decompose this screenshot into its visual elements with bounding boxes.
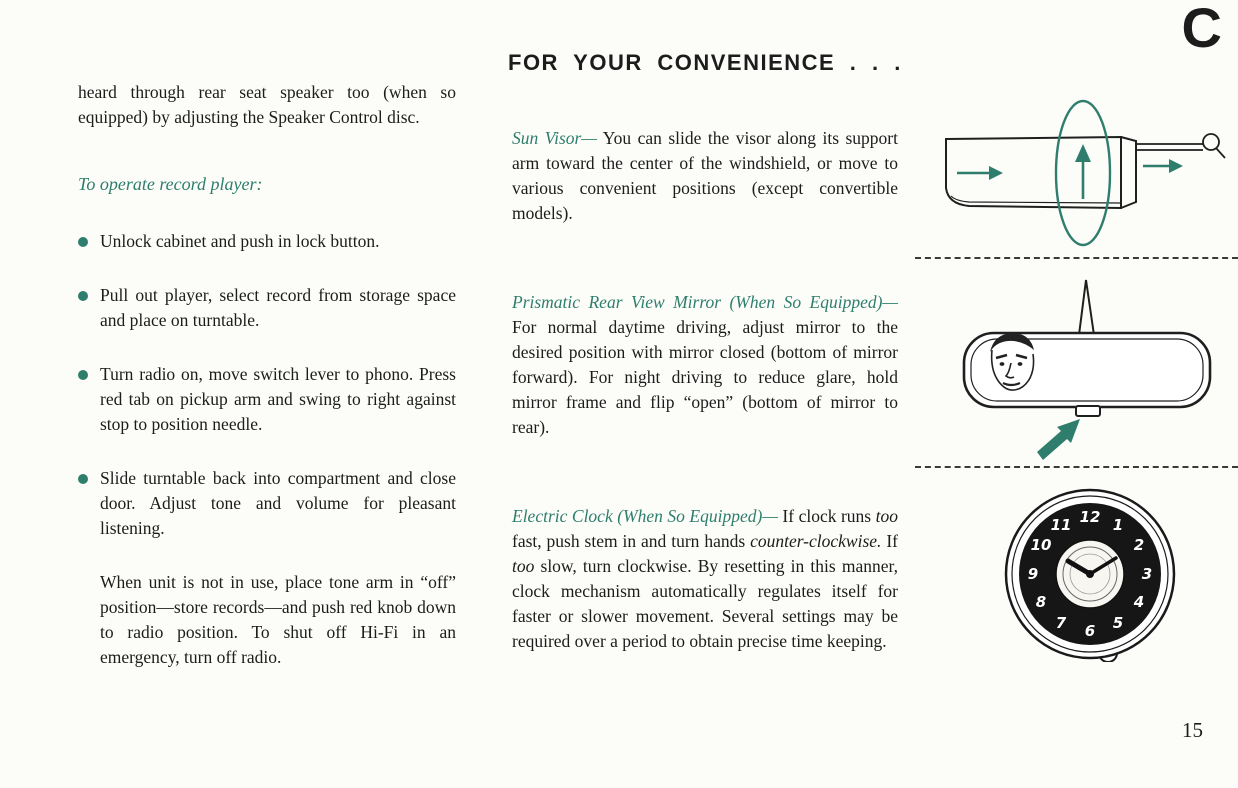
face-eye-left — [1000, 362, 1005, 366]
record-player-heading: To operate record player: — [78, 174, 263, 194]
slide-arrow-right-head — [1169, 159, 1183, 173]
clock-numeral: 12 — [1079, 508, 1101, 526]
flip-tab — [1076, 406, 1100, 416]
section-lead: Electric Clock (When So Equipped)— — [512, 506, 778, 526]
section-lead: Prismatic Rear View Mirror (When So Equipped)— — [512, 292, 898, 312]
support-hook-tail — [1216, 148, 1225, 158]
bullet-icon — [78, 474, 88, 484]
bullet-icon — [78, 237, 88, 247]
left-column — [78, 80, 456, 670]
list-item-text: Turn radio on, move switch lever to phono. Press red tab on pickup arm and swing to right against stop to position needle. — [100, 364, 456, 434]
bullet-icon — [78, 291, 88, 301]
motion-arrows — [957, 101, 1183, 245]
visor-bracket — [1121, 137, 1136, 208]
list-item — [78, 283, 456, 333]
clock-numeral: 9 — [1027, 565, 1039, 583]
record-player-steps — [78, 229, 456, 541]
list-item — [78, 466, 456, 541]
middle-column — [512, 126, 898, 718]
list-item — [78, 229, 456, 254]
sun-visor-section — [512, 126, 898, 226]
list-item-text: Pull out player, select record from storage space and place on turntable. — [100, 285, 456, 330]
sun-visor-figure — [935, 96, 1235, 251]
list-item — [78, 362, 456, 437]
clock-numeral: 2 — [1133, 536, 1145, 554]
clock-numeral: 6 — [1084, 622, 1096, 640]
section-body: If clock runs too fast, push stem in and turn hands counter-clockwise. If too slow, turn clockwise. By resetting in this manner, clock mechanism automatically regulates itself for faster or slower movement. Several settings may be required over a period to obtain precise time keeping. — [512, 506, 899, 651]
section-body: You can slide the visor along its support arm toward the center of the windshield, or move to various convenient positions (except convertible models). — [512, 128, 898, 223]
dashed-divider — [915, 257, 1238, 259]
support-rod — [1136, 144, 1203, 150]
visor-bottom-line — [951, 196, 1121, 203]
prismatic-mirror-section — [512, 290, 898, 440]
electric-clock-section — [512, 504, 898, 654]
face-eye-right — [1018, 362, 1023, 366]
section-letter: C — [1181, 0, 1222, 59]
electric-clock-diagram — [1002, 486, 1178, 662]
dashed-divider — [915, 466, 1238, 468]
clock-numeral: 4 — [1133, 593, 1145, 611]
clock-center-pin — [1086, 570, 1094, 578]
slide-arrow-left-head — [989, 166, 1003, 180]
section-body: For normal daytime driving, adjust mirror to the desired position with mirror closed (bottom of mirror forward). For night driving to reduce glare, hold mirror frame and flip “open” (bottom of mirror to rear). — [512, 317, 898, 437]
electric-clock-figure — [1002, 486, 1178, 662]
page-number: 15 — [1182, 718, 1203, 742]
clock-numeral: 10 — [1030, 536, 1052, 554]
clock-numeral: 5 — [1112, 614, 1124, 632]
rear-view-mirror-figure — [950, 278, 1220, 463]
clock-numeral: 3 — [1141, 565, 1153, 583]
mirror-stem — [1079, 280, 1094, 335]
mirror-frame — [964, 333, 1210, 407]
flip-arrow — [1037, 419, 1080, 460]
clock-numeral: 11 — [1050, 516, 1072, 534]
bullet-icon — [78, 370, 88, 380]
intro-paragraph: heard through rear seat speaker too (when so equipped) by adjusting the Speaker Control disc. — [78, 82, 456, 127]
sun-visor-diagram — [935, 96, 1235, 251]
rear-view-mirror-diagram — [950, 278, 1220, 463]
clock-numeral: 8 — [1035, 593, 1047, 611]
closing-paragraph: When unit is not in use, place tone arm in “off” position—store records—and push red knob down to radio position. To shut off Hi-Fi in an emergency, turn off radio. — [100, 572, 456, 667]
page-title: FOR YOUR CONVENIENCE . . . — [508, 50, 902, 75]
section-lead: Sun Visor— — [512, 128, 597, 148]
list-item-text: Slide turntable back into compartment and close door. Adjust tone and volume for pleasant listening. — [100, 468, 456, 538]
rotate-arrow-up-head — [1075, 144, 1091, 162]
clock-numeral: 7 — [1055, 614, 1067, 632]
list-item-text: Unlock cabinet and push in lock button. — [100, 231, 380, 251]
clock-numeral: 1 — [1112, 516, 1124, 534]
